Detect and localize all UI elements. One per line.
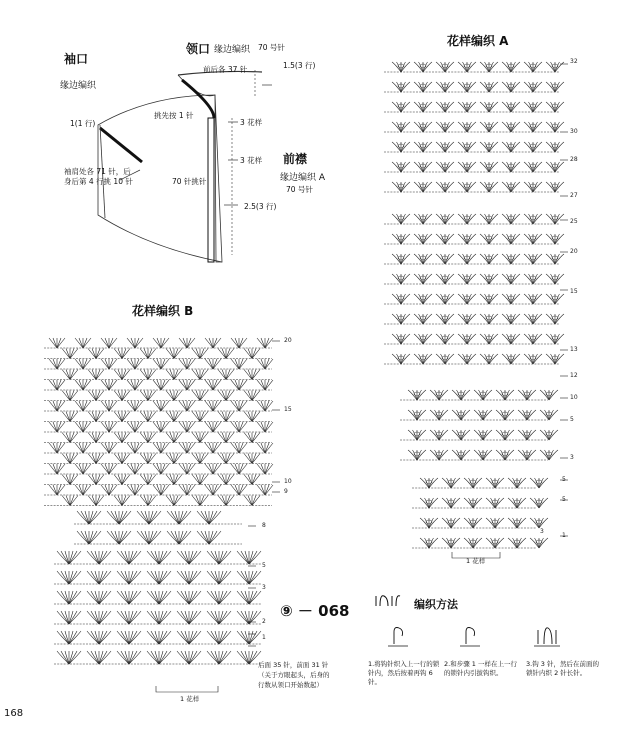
chart-a-row-number: 1 [562,532,566,539]
chart-b-shell [140,391,156,401]
chart-b-shell [218,370,234,380]
chart-a-row-number: 5 [562,496,566,503]
method-step2-icon [456,624,486,650]
chart-a-row-number: 10 [570,394,578,401]
chart-b-shell [192,433,208,443]
chart-b-shell [179,464,195,474]
chart-b-shell [101,338,117,348]
method-step3-icon [532,624,562,650]
chart-b-shell [257,380,273,390]
chart-b-fan [57,651,81,664]
chart-b-shell [257,401,273,411]
chart-b-fan [147,611,171,624]
chart-b-shell [101,422,117,432]
chart-b-fan [177,571,201,584]
chart-b-shell [218,349,234,359]
chart-b-shell [218,412,234,422]
chart-b-shell [114,496,130,506]
chart-b-shell [127,338,143,348]
chart-b-shell [192,454,208,464]
chart-b-shell [140,412,156,422]
chart-b-shell [166,349,182,359]
chart-b-shell [62,454,78,464]
cuff-rows: 1(1 行) [70,119,96,128]
chart-b-shell [205,443,221,453]
chart-b-fan [177,651,201,664]
chart-b-shell [88,433,104,443]
chart-b-fan [147,631,171,644]
pattern-count-b: 3 花样 [240,156,263,165]
chart-b-shell [127,485,143,495]
chart-b-row-number: 3 [262,584,266,591]
chart-b-fan [237,571,261,584]
chart-b-shell [49,359,65,369]
chart-b-shell [153,401,169,411]
chart-b-fan [117,571,141,584]
method-step-3: 3.钩 3 针，然后在前面的锁针内织 2 针长针。 [526,660,599,677]
cuff-edge-label: 缘边编织 [60,81,97,91]
chart-b-fan [207,631,231,644]
chart-b-fan [167,531,191,544]
chart-b-fan [117,631,141,644]
chart-b-shell [153,338,169,348]
chart-b-shell [114,454,130,464]
chart-b-fan [167,511,191,524]
chart-a-row-number: 5 [570,416,574,423]
chart-b-shell [49,464,65,474]
chart-a-row-number: 27 [570,192,578,199]
collar-edge-label: 缘边编织 [214,45,251,55]
chart-b-shell [218,433,234,443]
chart-b-fan [87,631,111,644]
chart-b-shell [114,370,130,380]
chart-b-shell [127,443,143,453]
chart-b-row-number: 15 [284,406,292,413]
pattern-count-a: 3 花样 [240,118,263,127]
chart-b-row-number: 2 [262,618,266,625]
chart-b-shell [62,496,78,506]
chart-b-shell [244,391,260,401]
chart-b-title: 花样编织 B [132,304,194,318]
chart-b-shell [101,485,117,495]
chart-b-shell [166,370,182,380]
chart-b-shell [140,454,156,464]
chart-b-shell [257,443,273,453]
chart-b-shell [75,338,91,348]
chart-b-shell [62,370,78,380]
chart-b-shell [205,359,221,369]
chart-b-shell [153,359,169,369]
chart-b-shell [218,454,234,464]
chart-b-shell [231,380,247,390]
chart-b-shell [244,349,260,359]
chart-b-fan [107,531,131,544]
chart-b-fan [87,611,111,624]
chart-b-shell [218,496,234,506]
chart-b-shell [49,443,65,453]
method-symbol-icon [372,592,412,612]
sleeve-note-line1: 袖肩处各 71 针，后 [64,167,131,176]
chart-b-shell [88,475,104,485]
chart-b-fan [207,571,231,584]
method-step1-icon [384,624,414,650]
chart-b-shell [75,380,91,390]
chart-b-shell [179,380,195,390]
chart-b-fan [117,591,141,604]
chart-b-shell [231,443,247,453]
chart-b-shell [75,359,91,369]
chart-b-shell [244,433,260,443]
chart-b-shell [88,454,104,464]
chart-b-shell [49,401,65,411]
chart-b-shell [49,380,65,390]
chart-b-fan [237,591,261,604]
chart-b-row-number: 20 [284,337,292,344]
collar-title: 领口 [186,42,211,56]
method-title: 编织方法 [414,598,458,611]
chart-b-shell [166,496,182,506]
chart-b-shell [179,401,195,411]
chart-b-row-number: 1 [262,634,266,641]
chart-b-shell [179,422,195,432]
chart-b-shell [231,359,247,369]
chart-a-row-number: 3 [540,528,544,535]
chart-b-fan [87,651,111,664]
chart-b-shell [192,349,208,359]
method-step-2: 2.和步骤 1 一样在上一行的锁针内引拔钩织。 [444,660,517,677]
chart-b-shell [218,391,234,401]
chart-b-shell [101,443,117,453]
chart-b-shell [88,391,104,401]
chart-b-shell [114,433,130,443]
chart-b-shell [88,496,104,506]
chart-b-shell [192,475,208,485]
collar-hook-size: 70 号针 [258,43,285,52]
chart-b-fan [147,651,171,664]
chart-b-fan [87,551,111,564]
chart-b-shell [88,349,104,359]
chart-b-shell [231,422,247,432]
chart-b-shell [114,412,130,422]
chart-b-fan [87,591,111,604]
chart-b-fan [197,511,221,524]
chart-b-repeat-label: 1 花样 [180,695,200,703]
chart-b-shell [257,338,273,348]
chart-b-fan [57,591,81,604]
chart-b-shell [231,485,247,495]
chart-b-fan [117,651,141,664]
chart-b-shell [127,401,143,411]
chart-a-row-number: 20 [570,248,578,255]
pickup-label: 挑先按 1 针 [154,111,194,120]
chart-b-fan [147,591,171,604]
chart-b-shell [127,380,143,390]
chart-a-row-number: 15 [570,288,578,295]
chart-b-shell [192,370,208,380]
front-band-title: 前襟 [283,152,308,166]
chart-a-row-number: 3 [570,454,574,461]
chart-a-row-number: 5 [562,476,566,483]
pattern-id: ⑨ － 068 [280,602,350,620]
chart-b-fan [177,611,201,624]
chart-b-shell [101,359,117,369]
chart-b-shell [205,401,221,411]
chart-b-row-number: 10 [284,478,292,485]
chart-b-row-number: 8 [262,522,266,529]
chart-b-shell [127,422,143,432]
chart-b-shell [140,475,156,485]
chart-a-title: 花样编织 A [447,34,509,48]
chart-b-fan [117,611,141,624]
chart-b-row-number: 5 [262,562,266,569]
chart-b-shell [140,433,156,443]
chart-b-shell [49,422,65,432]
chart-a-row-number: 28 [570,156,578,163]
chart-b-shell [179,443,195,453]
chart-b-shell [257,359,273,369]
chart-b-shell [114,475,130,485]
chart-b-shell [218,475,234,485]
chart-b-fan [177,631,201,644]
chart-b-shell [49,338,65,348]
chart-b-fan [57,631,81,644]
chart-b-shell [62,475,78,485]
chart-b-shell [179,359,195,369]
chart-a-row-number: 32 [570,58,578,65]
chart-b-note-line2: （关于方眼起头，后身的 [258,671,330,679]
front-edge-label: 缘边编织 A [280,173,326,183]
chart-b-shell [101,401,117,411]
chart-b-fan [57,551,81,564]
chart-b-fan [177,551,201,564]
chart-b-shell [62,433,78,443]
chart-b-shell [205,464,221,474]
chart-b-shell [75,401,91,411]
chart-b-shell [62,391,78,401]
chart-b-fan [177,591,201,604]
chart-b-fan [207,551,231,564]
chart-b-fan [207,611,231,624]
page-number: 168 [4,708,24,719]
chart-b-shell [62,349,78,359]
chart-b-shell [244,475,260,485]
chart-b-shell [166,391,182,401]
chart-b-fan [117,551,141,564]
chart-b-shell [192,412,208,422]
chart-b-shell [153,485,169,495]
chart-b-shell [114,391,130,401]
front-hook-size: 70 号针 [286,185,313,194]
chart-b-shell [75,443,91,453]
chart-b-shell [244,496,260,506]
chart-b-row-number: 9 [284,488,288,495]
chart-b-shell [140,349,156,359]
chart-b-shell [62,412,78,422]
chart-b-note-line3: 行数从领口开始数起） [258,681,323,689]
chart-b-fan [107,511,131,524]
chart-b-fan [137,511,161,524]
chart-b-shell [205,338,221,348]
chart-b-shell [75,464,91,474]
chart-b-note-line1: 后面 35 针，前面 31 针 [258,661,329,669]
method-step-1: 1.将钩针织入上一行的锁针内，然后按着再钩 6 针。 [368,660,440,686]
chart-b-shell [49,485,65,495]
chart-b-shell [166,412,182,422]
chart-b-shell [153,380,169,390]
chart-b-fan [237,551,261,564]
chart-b-shell [101,380,117,390]
chart-b-shell [166,454,182,464]
chart-b-shell [153,422,169,432]
chart-a-row-number: 12 [570,372,578,379]
chart-b-shell [244,412,260,422]
chart-b-fan [137,531,161,544]
chart-b-shell [75,422,91,432]
chart-b-shell [153,443,169,453]
chart-b-fan [207,651,231,664]
chart-b-shell [166,475,182,485]
cuff-title: 袖口 [64,52,89,66]
chart-b-shell [257,485,273,495]
chart-b-fan [147,571,171,584]
chart-b-shell [179,485,195,495]
back-neck-stitches: 前后各 37 针 [203,65,248,74]
chart-b-shell [244,454,260,464]
chart-b-shell [127,359,143,369]
chart-b-shell [140,370,156,380]
chart-b-fan [57,611,81,624]
chart-b-shell [257,464,273,474]
chart-b-shell [153,464,169,474]
chart-b-shell [244,370,260,380]
chart-b-shell [205,380,221,390]
chart-b-fan [77,511,101,524]
chart-b-fan [197,531,221,544]
chart-b-shell [88,370,104,380]
chart-b-fan [87,571,111,584]
chart-b-shell [192,496,208,506]
chart-b-shell [257,422,273,432]
bottom-rows: 2.5(3 行) [244,202,277,211]
chart-a-row-number: 30 [570,128,578,135]
chart-b-shell [127,464,143,474]
chart-b-shell [192,391,208,401]
collar-rows: 1.5(3 行) [283,61,316,70]
chart-b-shell [75,485,91,495]
chart-b-shell [101,464,117,474]
chart-a-row-number: 13 [570,346,578,353]
chart-b-shell [179,338,195,348]
sleeve-note-line2: 身后第 4 行挑 10 针 [64,177,133,186]
chart-b-shell [205,422,221,432]
chart-b-repeat-bracket [156,686,218,692]
chart-a-row-number: 25 [570,218,578,225]
chart-b-shell [231,338,247,348]
chart-b-shell [166,433,182,443]
chart-b-fan [57,571,81,584]
chart-b-shell [205,485,221,495]
chart-a-repeat-label: 1 花样 [466,557,486,565]
chart-b-fan [237,631,261,644]
chart-b-fan [77,531,101,544]
chart-b-shell [114,349,130,359]
stitch-count-70: 70 针挑针 [172,177,207,186]
chart-b-shell [140,496,156,506]
chart-b-fan [207,591,231,604]
chart-b-shell [88,412,104,422]
chart-b-shell [231,401,247,411]
chart-b-shell [231,464,247,474]
chart-b-fan [147,551,171,564]
